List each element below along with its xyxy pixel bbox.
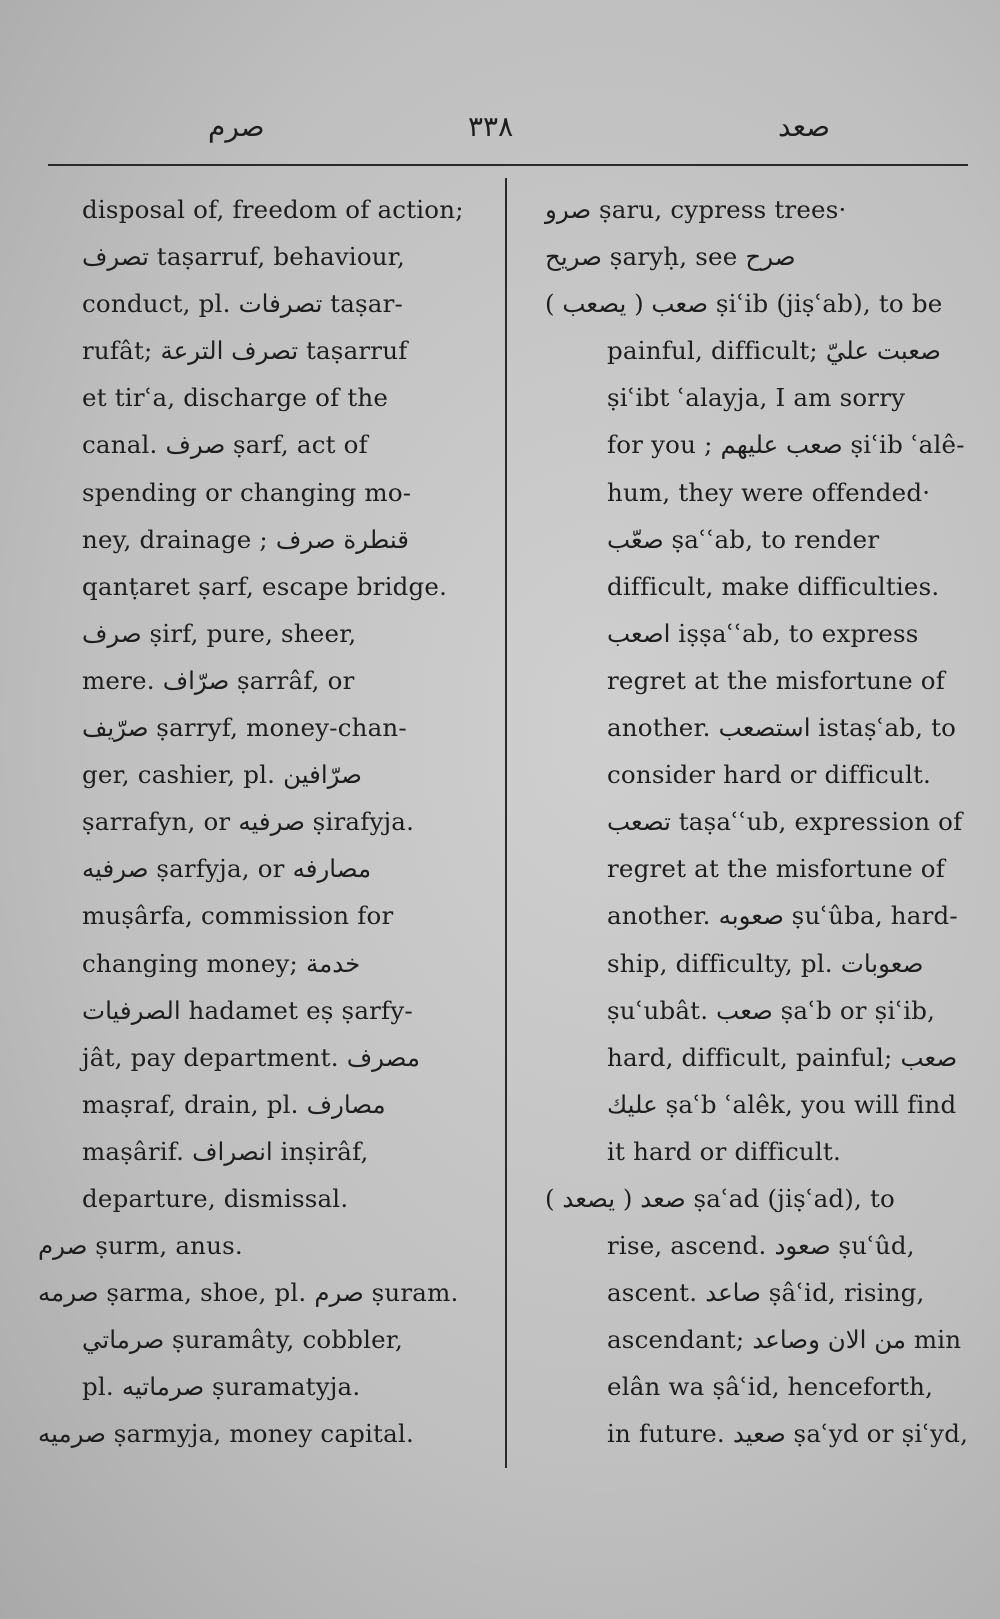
text-line: تصعب taṣaʿʿub, expression of <box>607 807 963 837</box>
text-line: another. استصعب istaṣʿab, to <box>607 713 957 743</box>
header-right-catchword: صعد <box>778 110 830 143</box>
text-line: et tirʿa, discharge of the <box>82 383 389 413</box>
page-header <box>48 110 968 150</box>
entry-headword-line: صعد ( يصعد ) ṣaʿad (jiṣʿad), to <box>545 1183 895 1213</box>
text-line: عليك ṣaʿb ʿalêk, you will find <box>607 1089 957 1119</box>
text-line: pl. صرماتيه ṣuramatyja. <box>82 1372 361 1402</box>
text-line: muṣârfa, commission for <box>82 901 394 931</box>
text-line: صرفيه ṣarfyja, or مصارفه <box>82 854 372 884</box>
text-line: spending or changing mo- <box>82 477 412 507</box>
right-column <box>545 186 969 1458</box>
entry-headword-line: صرم ṣurm, anus. <box>38 1231 243 1261</box>
entry-headword-line: صرميه ṣarmyja, money capital. <box>38 1419 414 1449</box>
text-line: elân wa ṣâʿid, henceforth, <box>607 1372 934 1402</box>
text-line: regret at the misfortune of <box>607 665 945 695</box>
text-line: qanṭaret ṣarf, escape bridge. <box>82 571 448 601</box>
text-line: in future. صعيد ṣaʿyd or ṣiʿyd, <box>607 1419 969 1449</box>
text-line: disposal of, freedom of action; <box>82 195 464 224</box>
text-line: hum, they were offended· <box>607 477 931 507</box>
text-line: ger, cashier, pl. صرّافين <box>82 760 362 790</box>
text-line: ṣuʿubât. صعب ṣaʿb or ṣiʿib, <box>607 995 936 1025</box>
text-line: canal. صرف ṣarf, act of <box>82 430 368 460</box>
text-line: consider hard or difficult. <box>607 760 932 790</box>
left-column <box>38 186 497 1458</box>
text-line: maṣraf, drain, pl. مصارف <box>82 1089 386 1119</box>
text-line: الصرفيات hadamet eṣ ṣarfy- <box>82 995 413 1025</box>
text-line: تصرف taṣarruf, behaviour, <box>82 242 405 272</box>
text-line: صرّيف ṣarryf, money-chan- <box>82 713 407 743</box>
text-line: another. صعوبه ṣuʿûba, hard- <box>607 901 958 931</box>
text-line: ascent. صاعد ṣâʿid, rising, <box>607 1278 925 1308</box>
text-line: regret at the misfortune of <box>607 854 945 884</box>
text-line: hard, difficult, painful; صعب <box>607 1042 958 1072</box>
text-line: ship, difficulty, pl. صعوبات <box>607 948 924 978</box>
text-line: اصعب iṣṣaʿʿab, to express <box>607 618 919 648</box>
text-line: صرماتي ṣuramâty, cobbler, <box>82 1325 404 1355</box>
text-line: ney, drainage ; قنطرة صرف <box>82 524 409 554</box>
entry-headword-line: صرمه ṣarma, shoe, pl. صرم ṣuram. <box>38 1278 459 1308</box>
text-line: rise, ascend. صعود ṣuʿûd, <box>607 1231 915 1261</box>
text-line: changing money; خدمة <box>82 948 361 978</box>
text-line: difficult, make difficulties. <box>607 571 940 601</box>
text-line: it hard or difficult. <box>607 1136 841 1166</box>
header-rule <box>48 164 968 166</box>
entry-headword-line: صريح ṣaryḥ, see صرح <box>545 242 796 272</box>
entry-headword-line: صرو ṣaru, cypress trees· <box>545 195 847 224</box>
text-line: mere. صرّاف ṣarrâf, or <box>82 665 355 695</box>
entry-headword-line: صعب ( يصعب ) ṣiʿib (jiṣʿab), to be <box>545 289 943 319</box>
column-divider <box>505 178 507 1468</box>
text-line: conduct, pl. تصرفات taṣar- <box>82 289 404 319</box>
text-line: ṣiʿibt ʿalayja, I am sorry <box>607 383 906 413</box>
page-number: ٣٣٨ <box>468 110 514 143</box>
text-line: صعّب ṣaʿʿab, to render <box>607 524 880 554</box>
text-line: jât, pay department. مصرف <box>82 1042 421 1072</box>
text-line: for you ; صعب عليهم ṣiʿib ʿalê- <box>607 430 965 460</box>
text-line: departure, dismissal. <box>82 1183 349 1213</box>
text-line: ṣarrafyn, or صرفيه ṣirafyja. <box>82 807 415 837</box>
text-line: maṣârif. انصراف inṣirâf, <box>82 1136 369 1166</box>
text-line: painful, difficult; صعبت عليّ <box>607 336 941 366</box>
text-line: rufât; تصرف الترعة taṣarruf <box>82 336 408 366</box>
text-line: ascendant; من الان وصاعد min <box>607 1325 962 1355</box>
header-left-catchword: صرم <box>208 110 265 143</box>
text-line: صرف ṣirf, pure, sheer, <box>82 618 357 648</box>
